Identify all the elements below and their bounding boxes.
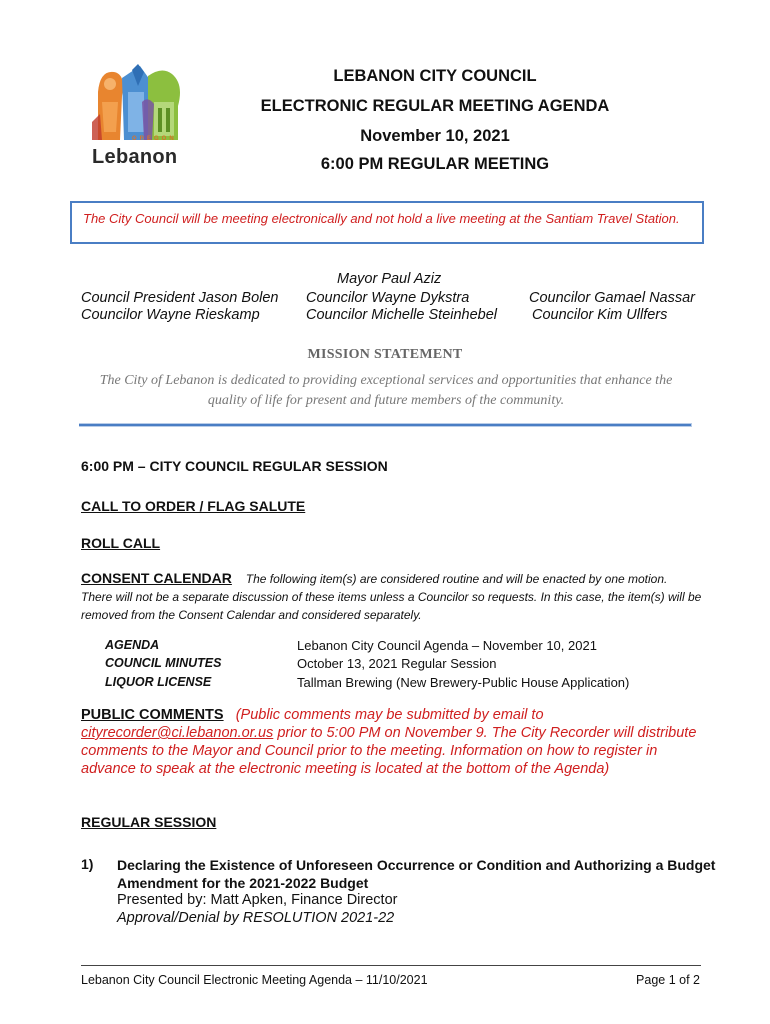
public-comments-heading: PUBLIC COMMENTS	[81, 707, 224, 723]
council-member: Council President Jason Bolen	[81, 290, 279, 306]
agenda-item-presenter: Presented by: Matt Apken, Finance Director	[117, 892, 398, 908]
consent-item-label: LIQUOR LICENSE	[105, 675, 212, 689]
consent-item-value: Tallman Brewing (New Brewery-Public House Application)	[297, 675, 630, 690]
mayor-name: Mayor Paul Aziz	[337, 271, 442, 287]
council-member: Councilor Michelle Steinhebel	[306, 307, 498, 323]
agenda-item-title: Declaring the Existence of Unforeseen Occurrence or Condition and Authorizing a Budget Amendment for the 2021-2022 Budget	[117, 857, 716, 891]
consent-calendar-description: There will not be a separate discussion of these items unless a Councilor so requests. In this case, the item(s) will be removed from the Consent Calendar and considered separately.	[81, 590, 702, 622]
mission-statement-heading: MISSION STATEMENT	[307, 347, 463, 362]
regular-session-heading: REGULAR SESSION	[81, 814, 217, 830]
public-comments-block	[81, 706, 701, 778]
agenda-item-action: Approval/Denial by RESOLUTION 2021-22	[117, 910, 395, 926]
divider	[79, 424, 691, 426]
council-title: LEBANON CITY COUNCIL	[333, 67, 537, 85]
public-comments-details: prior to 5:00 PM on November 9. The City Recorder will distribute comments to the Mayor and Council prior to the meeting. Information on how to register in advance to speak at the electronic meeting is located at the bottom of the Agenda)	[81, 725, 697, 777]
city-recorder-email-link[interactable]: cityrecorder@ci.lebanon.or.us	[81, 725, 274, 741]
consent-calendar-note: The following item(s) are considered routine and will be enacted by one motion.	[245, 572, 668, 586]
consent-item-value: Lebanon City Council Agenda – November 10, 2021	[297, 638, 597, 653]
consent-item-label: COUNCIL MINUTES	[105, 656, 222, 670]
footer-page-number: Page 1 of 2	[636, 973, 700, 987]
meeting-time: 6:00 PM REGULAR MEETING	[320, 155, 550, 173]
agenda-title: ELECTRONIC REGULAR MEETING AGENDA	[260, 97, 610, 115]
roll-call-heading: ROLL CALL	[81, 535, 161, 551]
call-to-order-heading: CALL TO ORDER / FLAG SALUTE	[81, 498, 306, 514]
consent-calendar-line	[81, 570, 711, 586]
session-heading: 6:00 PM – CITY COUNCIL REGULAR SESSION	[81, 458, 388, 474]
council-member: Councilor Gamael Nassar	[529, 290, 696, 306]
council-member: Councilor Wayne Dykstra	[306, 290, 470, 306]
council-member: Councilor Kim Ullfers	[532, 307, 668, 323]
footer-document-title: Lebanon City Council Electronic Meeting Agenda – 11/10/2021	[81, 973, 428, 987]
logo-oregon-text: OREGON	[132, 136, 177, 142]
logo-wordmark: Lebanon	[92, 146, 178, 168]
mission-statement-text: The City of Lebanon is dedicated to providing exceptional services and opportunities that enhance the quality of life for present and future members of the community.	[99, 373, 673, 408]
consent-item-label: AGENDA	[105, 638, 160, 652]
consent-calendar-heading: CONSENT CALENDAR	[81, 570, 232, 586]
electronic-meeting-notice	[70, 201, 704, 244]
meeting-date: November 10, 2021	[360, 127, 510, 145]
footer-divider	[81, 965, 701, 966]
public-comments-intro: (Public comments may be submitted by email to	[235, 707, 544, 723]
consent-item-value: October 13, 2021 Regular Session	[297, 656, 497, 671]
agenda-item-number: 1)	[81, 856, 94, 872]
council-member: Councilor Wayne Rieskamp	[81, 307, 260, 323]
notice-text: The City Council will be meeting electronically and not hold a live meeting at the Santiam Travel Station.	[83, 211, 680, 226]
